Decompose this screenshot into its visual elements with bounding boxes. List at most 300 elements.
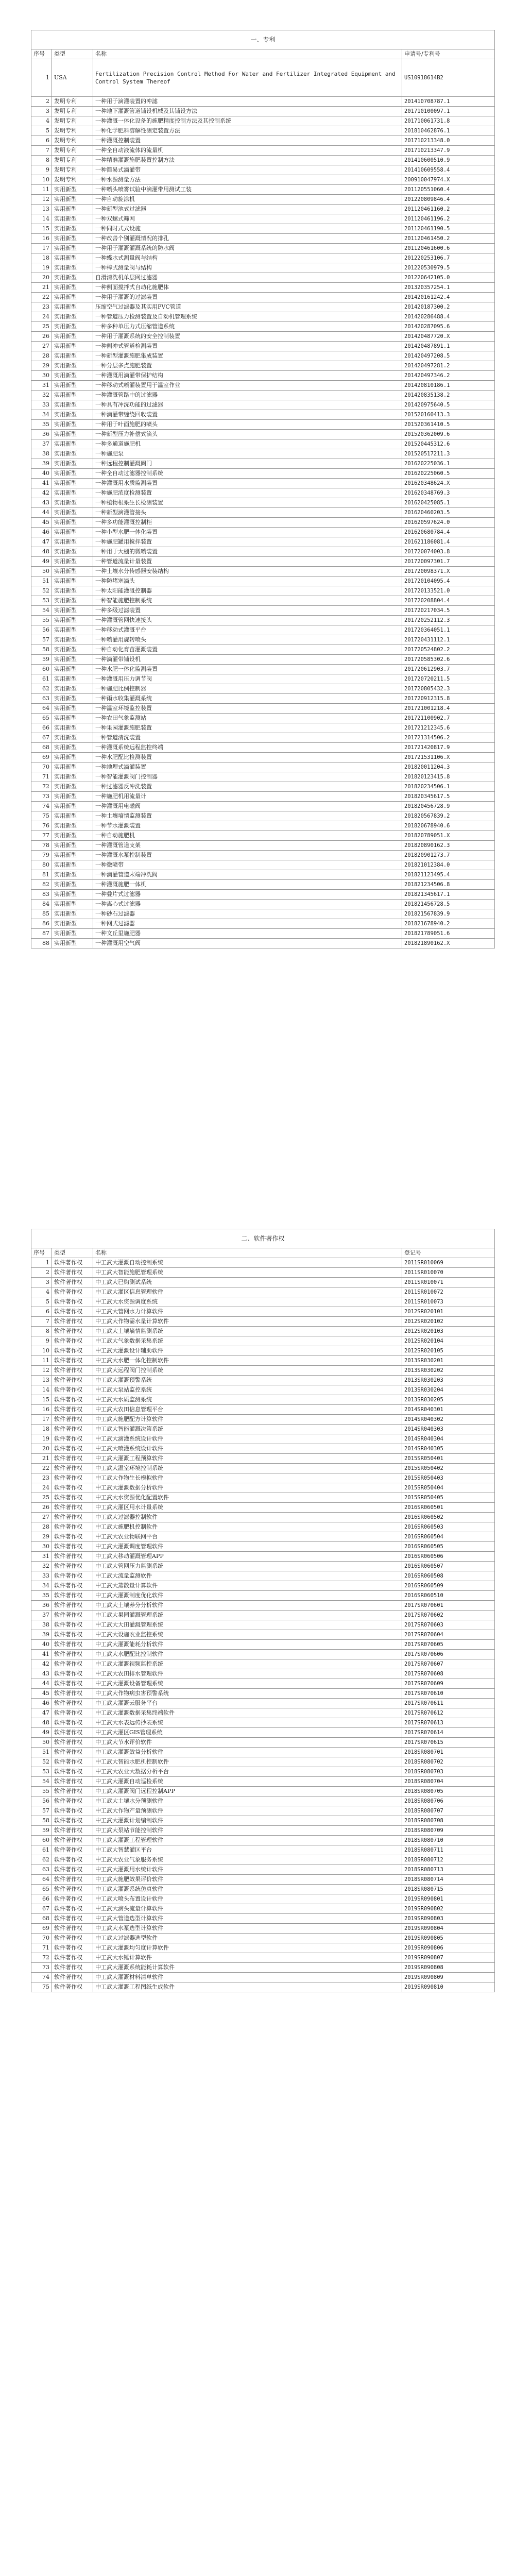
row-name: 一种雨水收集灌溉系统	[93, 694, 402, 704]
row-type: 软件著作权	[52, 1875, 93, 1885]
row-type: 软件著作权	[52, 1689, 93, 1699]
row-id: 201720208804.4	[402, 596, 495, 606]
row-number: 54	[31, 606, 52, 616]
table-row	[31, 1934, 495, 1943]
row-id: 201120461450.2	[402, 234, 495, 244]
row-id: 2017SR070607	[402, 1659, 495, 1669]
row-id: 2019SR090801	[402, 1894, 495, 1904]
table-row	[31, 1708, 495, 1718]
row-id: 201120461600.6	[402, 244, 495, 253]
row-number: 67	[31, 1904, 52, 1914]
row-number: 18	[31, 1425, 52, 1434]
row-name: 一种灌溉控制装置	[93, 136, 402, 146]
table-row	[31, 185, 495, 195]
row-number: 20	[31, 273, 52, 283]
header-row	[31, 1248, 495, 1258]
row-number: 73	[31, 792, 52, 802]
row-type: 软件著作权	[52, 1659, 93, 1669]
table-row	[31, 1650, 495, 1659]
row-id: 2016SR060506	[402, 1552, 495, 1562]
row-id: 2015SR050403	[402, 1473, 495, 1483]
row-number: 68	[31, 1914, 52, 1924]
row-number: 52	[31, 586, 52, 596]
row-id: 201720720211.5	[402, 674, 495, 684]
row-id: 201420161242.4	[402, 293, 495, 302]
row-name: 中工武大水资源调度系统	[93, 1297, 402, 1307]
header-row	[31, 49, 495, 59]
row-id: 201410708787.1	[402, 97, 495, 107]
row-number: 22	[31, 1464, 52, 1473]
row-name: 一种喷头喷雾试验中滴灌带用测试工装	[93, 185, 402, 195]
row-id: 2011SR010070	[402, 1268, 495, 1278]
row-name: 中工武大智慧灌区平台	[93, 1845, 402, 1855]
row-number: 70	[31, 1934, 52, 1943]
row-id: 201720098371.X	[402, 567, 495, 577]
table-row	[31, 1473, 495, 1483]
row-id: 2016SR060508	[402, 1571, 495, 1581]
table-row	[31, 1581, 495, 1591]
row-name: 一种温室环境监控装置	[93, 704, 402, 714]
row-name: 中工武大施肥配方计算软件	[93, 1415, 402, 1425]
row-id: 201821890162.X	[402, 939, 495, 948]
table-row	[31, 1826, 495, 1836]
row-name: 一种具有冲洗功能的过滤器	[93, 400, 402, 410]
row-number: 10	[31, 1346, 52, 1356]
row-type: 软件著作权	[52, 1718, 93, 1728]
row-number: 8	[31, 156, 52, 165]
row-name: 一种喷灌用旋转喷头	[93, 635, 402, 645]
row-type: 实用新型	[52, 410, 93, 420]
row-number: 78	[31, 841, 52, 851]
row-number: 59	[31, 655, 52, 665]
row-name: 中工武大流量监测软件	[93, 1571, 402, 1581]
row-name: 一种地下灌溉管道铺设机械及其铺设方法	[93, 107, 402, 116]
row-id: 2017SR070605	[402, 1640, 495, 1650]
row-type: 实用新型	[52, 586, 93, 596]
row-type: 实用新型	[52, 674, 93, 684]
row-id: 2018SR080704	[402, 1777, 495, 1787]
row-name: 一种叠片式过滤器	[93, 890, 402, 900]
row-number: 48	[31, 547, 52, 557]
row-id: 2015SR050402	[402, 1464, 495, 1473]
table-row	[31, 224, 495, 234]
row-name: 一种小型水肥一体化装置	[93, 528, 402, 537]
row-name: 中工武大灌溉视频监控系统	[93, 1659, 402, 1669]
row-number: 73	[31, 1963, 52, 1973]
table-row	[31, 1797, 495, 1806]
table-row	[31, 449, 495, 459]
row-number: 12	[31, 195, 52, 205]
table-row	[31, 841, 495, 851]
row-type: 实用新型	[52, 420, 93, 430]
table-row	[31, 342, 495, 351]
row-name: 中工武大过滤器选型软件	[93, 1934, 402, 1943]
row-number: 14	[31, 1385, 52, 1395]
row-type: 软件著作权	[52, 1757, 93, 1767]
row-name: 一种施肥比例控制器	[93, 684, 402, 694]
table-row	[31, 1630, 495, 1640]
row-name: 一种精准灌溉施肥装置控制方法	[93, 156, 402, 165]
table-row	[31, 1620, 495, 1630]
row-id: 2012SR020104	[402, 1336, 495, 1346]
table-row	[31, 1728, 495, 1738]
table-row	[31, 1278, 495, 1287]
table-row	[31, 1777, 495, 1787]
row-id: 201220642105.0	[402, 273, 495, 283]
row-type: 实用新型	[52, 939, 93, 948]
row-id: 2017SR070606	[402, 1650, 495, 1659]
row-type: 实用新型	[52, 302, 93, 312]
table-row	[31, 1395, 495, 1405]
table-row	[31, 782, 495, 792]
row-name: 一种微喷带	[93, 860, 402, 870]
row-number: 4	[31, 116, 52, 126]
row-type: 实用新型	[52, 821, 93, 831]
row-type: 实用新型	[52, 528, 93, 537]
table-row	[31, 890, 495, 900]
row-id: 201120461160.2	[402, 205, 495, 214]
table-row	[31, 1327, 495, 1336]
row-id: 201821345617.1	[402, 890, 495, 900]
row-number: 24	[31, 312, 52, 322]
row-name: 中工武大灌溉制度优化软件	[93, 1591, 402, 1601]
row-number: 61	[31, 1845, 52, 1855]
table-row	[31, 1493, 495, 1503]
row-name: 一种移动式灌溉平台	[93, 625, 402, 635]
row-number: 41	[31, 1650, 52, 1659]
row-number: 17	[31, 244, 52, 253]
row-id: 201810462876.1	[402, 126, 495, 136]
row-name: 中工武大灌区GIS管理系统	[93, 1728, 402, 1738]
row-id: 201720252112.3	[402, 616, 495, 625]
row-number: 39	[31, 459, 52, 469]
table-row	[31, 645, 495, 655]
row-name: 中工武大灌溉设备管理系统	[93, 1679, 402, 1689]
row-type: 软件著作权	[52, 1591, 93, 1601]
row-name: 一种灌溉用电磁阀	[93, 802, 402, 811]
row-id: 2015SR050401	[402, 1454, 495, 1464]
row-name: 中工武大水肥配比控制软件	[93, 1650, 402, 1659]
row-number: 62	[31, 1855, 52, 1865]
row-id: 201120551060.4	[402, 185, 495, 195]
row-name: 一种土壤墒情监测装置	[93, 811, 402, 821]
row-id: 201420810186.1	[402, 381, 495, 391]
row-id: 201520361410.5	[402, 420, 495, 430]
table-row	[31, 1552, 495, 1562]
row-name: 中工武大泵站监控系统	[93, 1385, 402, 1395]
row-id: 201821123495.4	[402, 870, 495, 880]
row-type: 软件著作权	[52, 1620, 93, 1630]
row-type: 软件著作权	[52, 1669, 93, 1679]
row-type: 软件著作权	[52, 1366, 93, 1376]
row-number: 40	[31, 469, 52, 479]
table-row	[31, 860, 495, 870]
row-number: 65	[31, 1885, 52, 1894]
row-id: 201821567839.9	[402, 909, 495, 919]
table-row	[31, 1356, 495, 1366]
row-type: 实用新型	[52, 224, 93, 234]
row-type: 软件著作权	[52, 1571, 93, 1581]
row-id: 2012SR020103	[402, 1327, 495, 1336]
row-number: 35	[31, 1591, 52, 1601]
table-row	[31, 1924, 495, 1934]
row-id: 2018SR080709	[402, 1826, 495, 1836]
table-row	[31, 723, 495, 733]
row-name: 中工武大水泵选型计算软件	[93, 1924, 402, 1934]
row-id: 201420835138.2	[402, 391, 495, 400]
row-number: 34	[31, 1581, 52, 1591]
row-number: 33	[31, 1571, 52, 1581]
row-type: 软件著作权	[52, 1728, 93, 1738]
row-number: 62	[31, 684, 52, 694]
row-id: 2018SR080705	[402, 1787, 495, 1797]
row-type: 软件著作权	[52, 1973, 93, 1982]
row-number: 2	[31, 97, 52, 107]
row-id: 2013SR030201	[402, 1356, 495, 1366]
row-type: 实用新型	[52, 704, 93, 714]
row-number: 31	[31, 381, 52, 391]
row-type: 软件著作权	[52, 1787, 93, 1797]
row-type: 软件著作权	[52, 1679, 93, 1689]
row-number: 82	[31, 880, 52, 890]
row-id: 2014SR040303	[402, 1425, 495, 1434]
row-type: 发明专利	[52, 175, 93, 185]
table-row	[31, 97, 495, 107]
row-type: 实用新型	[52, 214, 93, 224]
row-id: 201710213348.0	[402, 136, 495, 146]
row-type: 实用新型	[52, 488, 93, 498]
header-number: 登记号	[402, 1248, 495, 1258]
table-row	[31, 792, 495, 802]
row-number: 45	[31, 1689, 52, 1699]
section-title-row	[31, 30, 495, 49]
row-number: 79	[31, 851, 52, 860]
table-row	[31, 1317, 495, 1327]
row-type: 实用新型	[52, 596, 93, 606]
row-type: 实用新型	[52, 694, 93, 704]
row-number: 43	[31, 498, 52, 508]
row-number: 58	[31, 645, 52, 655]
row-name: 中工武大灌溉用水统计软件	[93, 1865, 402, 1875]
row-number: 25	[31, 322, 52, 332]
row-type: 实用新型	[52, 753, 93, 762]
row-name: Fertilization Precision Control Method For Water and Fertilizer Integrated Equipment and Control System Thereof	[93, 59, 402, 97]
row-name: 中工武大作物产量预测软件	[93, 1806, 402, 1816]
row-number: 84	[31, 900, 52, 909]
row-id: 201820123415.8	[402, 772, 495, 782]
row-id: 201820456728.9	[402, 802, 495, 811]
row-id: 201720524802.2	[402, 645, 495, 655]
row-name: 一种灌溉用压力调节阀	[93, 674, 402, 684]
row-number: 38	[31, 1620, 52, 1630]
row-number: 46	[31, 1699, 52, 1708]
row-number: 1	[31, 1258, 52, 1268]
row-name: 中工武大大田灌溉管理系统	[93, 1620, 402, 1630]
row-name: 中工武大智能施肥管理系统	[93, 1268, 402, 1278]
row-number: 9	[31, 1336, 52, 1346]
row-id: 2012SR020102	[402, 1317, 495, 1327]
row-type: 实用新型	[52, 361, 93, 371]
row-number: 55	[31, 1787, 52, 1797]
row-name: 中工武大蒸散量计算软件	[93, 1581, 402, 1591]
row-name: 中工武大灌溉调度管理软件	[93, 1542, 402, 1552]
row-number: 19	[31, 1434, 52, 1444]
table-row	[31, 909, 495, 919]
row-type: 实用新型	[52, 831, 93, 841]
table-row	[31, 870, 495, 880]
row-name: 一种新型压力补偿式滴头	[93, 430, 402, 439]
row-id: 2017SR070601	[402, 1601, 495, 1611]
row-type: 软件著作权	[52, 1914, 93, 1924]
row-name: 一种自动施肥机	[93, 831, 402, 841]
row-id: 2012SR020101	[402, 1307, 495, 1317]
table-row	[31, 1845, 495, 1855]
row-number: 13	[31, 1376, 52, 1385]
table-row	[31, 1904, 495, 1914]
row-id: 2019SR090807	[402, 1953, 495, 1963]
row-type: 实用新型	[52, 606, 93, 616]
row-id: 201821789051.6	[402, 929, 495, 939]
row-id: 2015SR050404	[402, 1483, 495, 1493]
table-row	[31, 116, 495, 126]
row-type: 实用新型	[52, 273, 93, 283]
row-id: 201720133521.0	[402, 586, 495, 596]
table-row	[31, 1268, 495, 1278]
row-name: 一种滴灌管道末端冲洗阀	[93, 870, 402, 880]
row-name: 中工武大智能灌溉决策系统	[93, 1425, 402, 1434]
row-type: 实用新型	[52, 714, 93, 723]
table-row	[31, 1513, 495, 1522]
row-type: 实用新型	[52, 900, 93, 909]
table-row	[31, 263, 495, 273]
row-id: 201821456728.5	[402, 900, 495, 909]
row-id: 2018SR080711	[402, 1845, 495, 1855]
row-name: 中工武大智能水肥机控制软件	[93, 1757, 402, 1767]
row-number: 2	[31, 1268, 52, 1278]
row-name: 一种灌溉系统远程监控终端	[93, 743, 402, 753]
row-number: 1	[31, 59, 52, 97]
row-number: 31	[31, 1552, 52, 1562]
row-name: 一种多功能灌溉控制柜	[93, 518, 402, 528]
table-row	[31, 1757, 495, 1767]
row-id: 2011SR010072	[402, 1287, 495, 1297]
row-name: 中工武大灌溉设计辅助软件	[93, 1346, 402, 1356]
row-number: 48	[31, 1718, 52, 1728]
table-row	[31, 312, 495, 322]
row-id: 201720104095.4	[402, 577, 495, 586]
row-type: 发明专利	[52, 136, 93, 146]
table-row	[31, 880, 495, 890]
table-row	[31, 625, 495, 635]
table-row	[31, 1483, 495, 1493]
row-type: 实用新型	[52, 684, 93, 694]
row-name: 一种同时式式设施	[93, 224, 402, 234]
row-id: 2018SR080714	[402, 1875, 495, 1885]
row-number: 21	[31, 1454, 52, 1464]
row-id: 201720585302.6	[402, 655, 495, 665]
row-id: 201721001218.4	[402, 704, 495, 714]
row-name: 一种多通道施肥机	[93, 439, 402, 449]
table-row	[31, 332, 495, 342]
row-number: 11	[31, 185, 52, 195]
row-id: 201821012384.0	[402, 860, 495, 870]
row-name: 一种文丘里施肥器	[93, 929, 402, 939]
row-name: 一种侧面搅拌式自动化施肥体	[93, 283, 402, 293]
row-number: 27	[31, 342, 52, 351]
row-type: 实用新型	[52, 625, 93, 635]
table-row	[31, 831, 495, 841]
table-row	[31, 1855, 495, 1865]
table-row	[31, 1336, 495, 1346]
row-id: 2017SR070608	[402, 1669, 495, 1679]
row-name: 一种自动化育苗灌溉装置	[93, 645, 402, 655]
row-id: 201721531106.X	[402, 753, 495, 762]
table-row	[31, 1953, 495, 1963]
row-name: 一种蝶水式测量阀与结构	[93, 253, 402, 263]
table-row	[31, 214, 495, 224]
table-row	[31, 596, 495, 606]
row-type: 软件著作权	[52, 1982, 93, 1992]
row-id: 201820234506.1	[402, 782, 495, 792]
row-type: 软件著作权	[52, 1797, 93, 1806]
row-id: 201820011204.3	[402, 762, 495, 772]
row-type: 软件著作权	[52, 1444, 93, 1454]
row-name: 中工武大滴灌系统设计软件	[93, 1434, 402, 1444]
row-name: 中工武大施肥机控制软件	[93, 1522, 402, 1532]
row-number: 56	[31, 625, 52, 635]
row-id: 2017SR070615	[402, 1738, 495, 1748]
row-name: 中工武大土壤水分预测软件	[93, 1797, 402, 1806]
row-number: 46	[31, 528, 52, 537]
row-id: 201720431112.1	[402, 635, 495, 645]
row-type: 实用新型	[52, 537, 93, 547]
row-type: 软件著作权	[52, 1434, 93, 1444]
row-type: 实用新型	[52, 253, 93, 263]
table-row	[31, 234, 495, 244]
row-name: 中工武大管网压力监测系统	[93, 1562, 402, 1571]
row-type: 软件著作权	[52, 1483, 93, 1493]
row-number: 16	[31, 1405, 52, 1415]
table-row	[31, 351, 495, 361]
row-type: 实用新型	[52, 645, 93, 655]
table-row	[31, 1963, 495, 1973]
table-row	[31, 59, 495, 97]
row-name: 一种太阳能灌溉控制器	[93, 586, 402, 596]
row-number: 49	[31, 1728, 52, 1738]
row-number: 74	[31, 802, 52, 811]
table-row	[31, 772, 495, 782]
row-name: 一种用于灌溉的过滤装置	[93, 293, 402, 302]
row-number: 41	[31, 479, 52, 488]
row-name: 一种施肥机用流量计	[93, 792, 402, 802]
row-number: 6	[31, 136, 52, 146]
row-name: 中工武大温室环境控制系统	[93, 1464, 402, 1473]
row-type: 软件著作权	[52, 1493, 93, 1503]
row-type: 软件著作权	[52, 1278, 93, 1287]
table-row	[31, 1601, 495, 1611]
table-row	[31, 811, 495, 821]
row-type: 发明专利	[52, 126, 93, 136]
row-name: 一种棒式测量阀与结构	[93, 263, 402, 273]
table-row	[31, 205, 495, 214]
row-id: 2018SR080701	[402, 1748, 495, 1757]
table-row	[31, 929, 495, 939]
row-number: 28	[31, 351, 52, 361]
table-row	[31, 459, 495, 469]
row-name: 一种灌溉施肥一体机	[93, 880, 402, 890]
table-row	[31, 283, 495, 293]
row-name: 一种用于大棚的微喷装置	[93, 547, 402, 557]
